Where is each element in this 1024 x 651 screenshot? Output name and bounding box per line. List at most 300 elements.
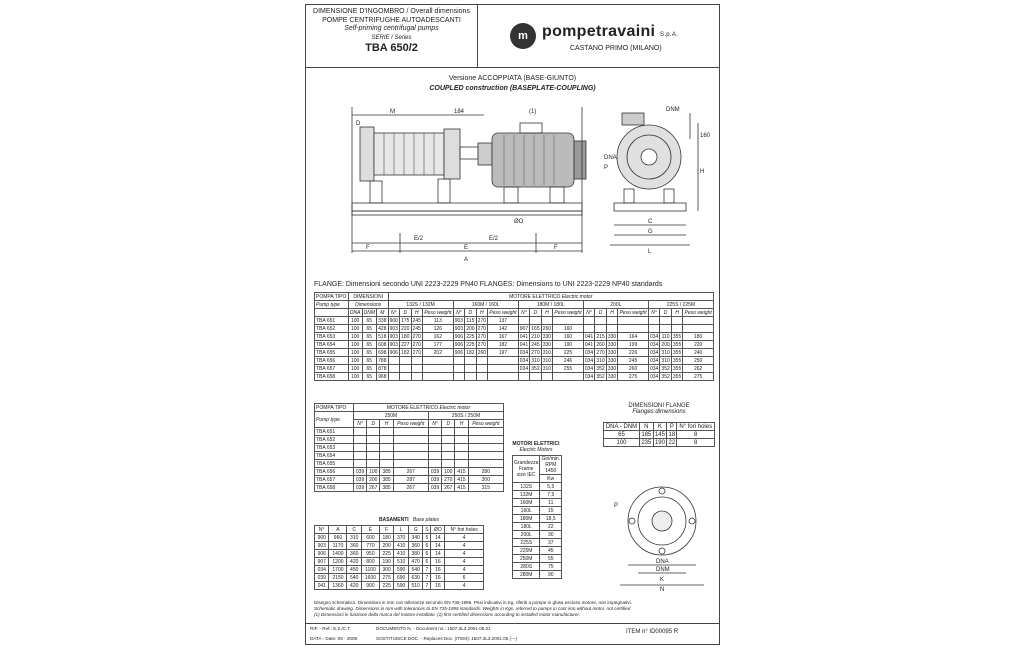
table-cell: 903 [389, 325, 398, 332]
table-cell: 270 [477, 333, 487, 340]
table-row [315, 468, 504, 476]
t1-frame: 180M / 180L [518, 301, 583, 309]
table-cell: 100 [348, 341, 362, 349]
table-cell: 415 [455, 476, 468, 484]
table-cell: 330 [607, 333, 617, 340]
table-cell: 385 [380, 468, 393, 476]
table-cell: 590 [394, 566, 408, 574]
table-cell: 034 [315, 566, 329, 574]
table-cell: 900 [389, 317, 398, 324]
pump-type-cell: TBA 653 [315, 444, 354, 452]
table-cell [465, 357, 476, 365]
table-cell: 225S [513, 539, 540, 547]
table-cell: 450 [347, 566, 361, 574]
table-cell [428, 452, 441, 460]
table-cell: 039 [428, 468, 441, 476]
pump-drawing [314, 103, 714, 271]
header-series: SERIE / Series [371, 34, 412, 41]
table-cell: 7 [423, 574, 431, 582]
table-cell: 608 [378, 341, 387, 348]
table-cell: 2150 [329, 574, 347, 582]
flange-drawing [610, 481, 710, 591]
table-row [315, 349, 714, 357]
t2-hdr-pump: Pump type [315, 412, 354, 428]
table-cell: 510 [394, 558, 408, 566]
table-cell: 275 [618, 373, 649, 381]
table-cell: 900 [361, 582, 379, 590]
table-cell [465, 365, 476, 373]
flanges-table [603, 422, 715, 447]
table-row [513, 555, 562, 563]
table-cell: 14 [431, 550, 445, 558]
dim-label-D: D [356, 121, 361, 127]
table-cell: 220 [683, 341, 714, 349]
table-cell: 287 [393, 476, 428, 484]
table-cell: 330 [607, 373, 617, 380]
table-cell: 310 [347, 534, 361, 542]
flange-label-K: K [660, 577, 665, 583]
t1-subheader-cell: Peso weight [424, 309, 452, 316]
table-cell: 65 [362, 357, 377, 365]
table-cell [388, 357, 399, 365]
table-cell: 360 [408, 542, 422, 550]
table-cell: 132S [513, 483, 540, 491]
table-cell [541, 317, 552, 325]
t2-hdr-mot: MOTORE ELETTRICO Electric motor [353, 404, 503, 412]
table-cell [660, 325, 671, 333]
table-cell [380, 444, 393, 452]
table-cell: 7 [423, 566, 431, 574]
table-cell: 270 [412, 333, 421, 340]
table-cell: 039 [315, 574, 329, 582]
table-row [513, 507, 562, 515]
table-cell: 225 [379, 550, 393, 558]
table-cell [606, 325, 617, 333]
t1-subheader-cell: D [400, 309, 411, 317]
table-cell [442, 452, 455, 460]
company-name: pompetravaini S.p.A. [542, 23, 679, 40]
flange-label-DNM: DNM [656, 567, 670, 573]
table-cell: 330 [607, 357, 617, 364]
table-cell: 878 [378, 365, 387, 372]
table-cell: 270 [442, 476, 455, 484]
t1-hdr-dim: DIMENSIONI [348, 293, 388, 301]
table-cell [380, 452, 393, 460]
table-cell: 4 [445, 566, 484, 574]
table-cell [428, 428, 441, 436]
table-cell [488, 357, 519, 365]
table-cell [468, 452, 503, 460]
table-cell: 330 [607, 341, 617, 348]
table-row [513, 539, 562, 547]
table-cell: 65 [362, 333, 377, 341]
table-cell: 590 [394, 582, 408, 590]
t1-subheader-cell: Peso weight [489, 309, 517, 316]
table-cell: 165 [531, 325, 540, 332]
table-cell: 385 [380, 476, 393, 484]
table-cell: 246 [553, 357, 584, 365]
table-cell: 182 [401, 349, 410, 356]
table-cell [583, 317, 594, 325]
table-cell: 034 [519, 357, 529, 364]
dimensions-table [314, 292, 714, 381]
table-cell: 225 [379, 582, 393, 590]
motors-hdr-kw: Kw [540, 475, 562, 483]
flange-standard-note: FLANGE: Dimensioni secondo UNI 2223-2229 PN40 FLANGES: Dimensions to UNI 2223-2229 NP40 standards [314, 281, 663, 288]
table-cell: 6 [423, 550, 431, 558]
flanges-header-cell: K [653, 423, 667, 431]
t2-subheader-cell: N° [428, 420, 441, 428]
footer-item: ITEM n° ID00095 R [626, 629, 679, 635]
header-line2: POMPE CENTRIFUGHE AUTOADESCANTI [322, 16, 461, 24]
table-cell: 352 [661, 373, 670, 380]
table-cell: 8 [677, 439, 715, 447]
bases-header-cell: ØO [431, 526, 445, 534]
table-cell: 180M [513, 515, 540, 523]
table-cell: 14 [431, 542, 445, 550]
table-cell [476, 373, 487, 381]
table-cell: 160 [553, 333, 584, 341]
table-cell [583, 325, 594, 333]
company-block [478, 5, 719, 67]
pump-type-cell: TBA 657 [315, 476, 354, 484]
table-cell: 160M [513, 499, 540, 507]
table-cell [353, 444, 366, 452]
table-cell: 250 [683, 357, 714, 365]
flanges-header-cell: N [640, 423, 654, 431]
t1-subheader-cell: N° [518, 309, 529, 317]
table-cell: 225M [513, 547, 540, 555]
t2-subheader-cell: H [455, 420, 468, 428]
table-cell [488, 373, 519, 381]
table-cell: 245 [412, 317, 421, 324]
table-cell: 18,5 [540, 515, 562, 523]
table-cell: 162 [423, 333, 454, 341]
t1-subheader-cell: D [660, 309, 671, 317]
table-cell: 034 [584, 373, 594, 380]
table-cell: 906 [315, 550, 329, 558]
flanges-title: DIMENSIONI FLANGE Flanges dimensions [628, 403, 690, 415]
t2-hdr-pompa: POMPA TIPO [315, 404, 354, 412]
table-cell: 100 [604, 439, 640, 447]
dim-label-E: E [464, 245, 469, 251]
table-cell: 215 [596, 333, 605, 340]
table-cell: 280S [513, 563, 540, 571]
table-cell: 220 [401, 325, 410, 332]
table-row [315, 534, 484, 542]
table-cell: 1600 [361, 574, 379, 582]
table-cell: 267 [442, 484, 455, 492]
baseplate-side [352, 203, 582, 211]
table-cell: 360 [347, 550, 361, 558]
table-cell [393, 436, 428, 444]
table-cell: 903 [454, 325, 464, 332]
pump-type-cell: TBA 655 [315, 460, 354, 468]
table-row [315, 365, 714, 373]
table-cell: 5 [423, 534, 431, 542]
table-cell [671, 317, 682, 325]
table-cell: 100 [348, 373, 362, 381]
table-cell: 197 [488, 349, 519, 357]
table-cell: 310 [542, 365, 552, 372]
flanges-header-row [604, 423, 715, 431]
table-cell: 470 [408, 558, 422, 566]
table-cell: 270 [477, 341, 487, 348]
pump-type-cell: TBA 651 [315, 428, 354, 436]
footer-date: DATA - Date: 09 - 2009 [310, 636, 358, 641]
table-cell: 225 [466, 341, 475, 348]
dim-label-F2: F [554, 245, 558, 251]
table-row [513, 571, 562, 579]
table-cell [393, 428, 428, 436]
t1-subheader-cell: DNM [363, 309, 375, 316]
table-cell: 034 [649, 333, 659, 340]
table-cell: 330 [542, 333, 552, 340]
table-cell: 310 [661, 357, 670, 364]
table-cell: 100 [348, 349, 362, 357]
table-cell: 428 [378, 325, 387, 332]
pump-type-cell: TBA 655 [315, 349, 349, 357]
bases-header-cell: S [423, 526, 431, 534]
table-row [513, 515, 562, 523]
table-cell [428, 460, 441, 468]
table-cell: 160 [553, 325, 584, 333]
table-cell: 202 [423, 349, 454, 357]
t2-frame: 250M [353, 412, 428, 420]
table-cell [453, 357, 464, 365]
table-cell [428, 436, 441, 444]
t1-subheader-cell: N° [453, 309, 464, 317]
table-cell: 110 [661, 333, 670, 340]
table-cell [367, 436, 380, 444]
table-cell: 420 [347, 558, 361, 566]
motors-table [512, 455, 562, 579]
flange-label-N: N [660, 587, 665, 591]
table-cell: 267 [393, 484, 428, 492]
header [306, 5, 719, 68]
dim-label-E2a: E/2 [414, 236, 424, 242]
t1-hdr-mot: MOTORE ELETTRICO Electric motor [388, 293, 713, 301]
table-cell: 310 [542, 357, 552, 364]
table-cell: 65 [362, 373, 377, 381]
table-cell: 185 [641, 431, 652, 438]
table-cell [455, 452, 468, 460]
table-cell: 280 [468, 468, 503, 476]
table-cell: 167 [488, 333, 519, 341]
table-cell: 270 [531, 349, 540, 356]
table-cell [380, 428, 393, 436]
table-cell: 100 [442, 468, 455, 476]
table-cell: 039 [353, 476, 366, 484]
table-cell: 370 [394, 534, 408, 542]
table-cell: 352 [531, 365, 540, 372]
table-cell: 65 [362, 341, 377, 349]
flanges-header-cell: DNA - DNM [604, 423, 640, 431]
table-cell: 227 [401, 341, 410, 348]
table-cell: 041 [584, 333, 594, 340]
table-cell: 6 [423, 542, 431, 550]
table-cell [388, 373, 399, 381]
table-cell [388, 365, 399, 373]
header-line1: DIMENSIONE D'INGOMBRO / Overall dimensions [313, 8, 470, 15]
table-cell: 906 [454, 341, 464, 348]
table-cell: 039 [428, 484, 441, 492]
dim-label-184: 184 [454, 109, 465, 115]
table-cell [423, 373, 454, 381]
table-cell [442, 428, 455, 436]
table-cell: 100 [348, 365, 362, 373]
dim-label-E2b: E/2 [489, 236, 499, 242]
table-cell: 800 [361, 558, 379, 566]
table-cell: 410 [394, 542, 408, 550]
table-cell: 142 [488, 325, 519, 333]
table-cell: 137 [488, 317, 519, 325]
table-cell [660, 317, 671, 325]
table-cell [367, 444, 380, 452]
table-row [315, 550, 484, 558]
table-cell [683, 325, 714, 333]
table-cell: 630 [408, 574, 422, 582]
table-cell [455, 428, 468, 436]
bases-title: BASAMENTI Base plates [378, 517, 440, 523]
table-cell: 4 [445, 558, 484, 566]
table-row [513, 563, 562, 571]
table-cell [353, 452, 366, 460]
header-line3: Self-priming centrifugal pumps [344, 25, 439, 32]
table-cell [606, 317, 617, 325]
table-row [604, 431, 715, 439]
table-cell [423, 357, 454, 365]
pump-type-cell: TBA 654 [315, 452, 354, 460]
table-cell [465, 373, 476, 381]
table-cell: 267 [393, 468, 428, 476]
t1-subheader-cell: H [411, 309, 422, 317]
table-cell: 182 [488, 341, 519, 349]
table-cell [648, 325, 659, 333]
table-cell: 041 [519, 341, 529, 348]
motors-hdr-frame: Grandezza Frame size IEC [513, 456, 540, 483]
table-cell: 338 [378, 317, 387, 324]
table-cell: 270 [412, 349, 421, 356]
table-cell: 906 [389, 349, 398, 356]
table-cell [423, 365, 454, 373]
table-cell: 034 [649, 357, 659, 364]
table-cell: 907 [519, 325, 529, 332]
table-cell [530, 317, 541, 325]
table-cell: 177 [423, 341, 454, 349]
table-cell: 100 [348, 325, 362, 333]
table-cell: 190 [553, 341, 584, 349]
table-cell: 245 [531, 341, 540, 348]
flange-label-DNA: DNA [656, 559, 669, 565]
table-cell [393, 452, 428, 460]
table-cell: 518 [378, 333, 387, 340]
table-cell: 200 [379, 542, 393, 550]
table-cell [468, 428, 503, 436]
version-title-en: COUPLED construction (BASEPLATE-COUPLING) [429, 85, 596, 92]
table-cell: 260 [596, 341, 605, 348]
table-cell: 903 [315, 542, 329, 550]
table-cell: 260 [477, 349, 487, 356]
table-cell [455, 460, 468, 468]
table-cell: 260 [618, 365, 649, 373]
t1-subheader-cell: N° [648, 309, 659, 317]
dim-label-H: H [700, 169, 705, 175]
table-cell: 245 [618, 357, 649, 365]
table-cell: 950 [361, 550, 379, 558]
table-cell: 039 [353, 484, 366, 492]
table-cell: 275 [379, 574, 393, 582]
table-cell: 200 [367, 476, 380, 484]
table-cell: 250M [513, 555, 540, 563]
table-row [315, 325, 714, 333]
table-cell: 280M [513, 571, 540, 579]
table-cell [442, 436, 455, 444]
table-cell: 30 [540, 531, 562, 539]
table-cell [595, 317, 606, 325]
table-cell: 041 [519, 333, 529, 340]
note-it: Disegno schematico. Dimensioni in mm con tolleranze secondo EN 735-1995. Pesi indicativi in Kg. riferiti a pompe in ghisa escluso motore, non impegnativi. [314, 600, 632, 605]
dim-label-M: M [390, 109, 395, 115]
table-row [315, 357, 714, 365]
flange-label-P: P [614, 503, 619, 509]
table-cell: 200 [661, 341, 670, 348]
t2-subheader-cell: Peso weight [393, 420, 428, 428]
table-cell: 039 [353, 468, 366, 476]
table-cell: 240 [683, 349, 714, 357]
table-cell: 16 [431, 558, 445, 566]
table-cell [541, 373, 552, 381]
table-cell: 034 [584, 365, 594, 372]
footer [306, 623, 719, 645]
dim-label-L: L [648, 249, 652, 255]
table-cell: 11 [540, 499, 562, 507]
bases-header-cell: A [329, 526, 347, 534]
table-cell: 270 [412, 341, 421, 348]
bases-header-cell: N° [315, 526, 329, 534]
table-cell [400, 357, 411, 365]
table-cell: 698 [378, 349, 387, 356]
table-cell: 182 [466, 349, 475, 356]
table-cell: 7 [423, 582, 431, 590]
table-cell [476, 365, 487, 373]
table-cell: 90 [540, 571, 562, 579]
note-motor: (1) Dimensioni in funzione della marca del motore installato. (1) first certified dimensions according to installed motor manufacturer. [314, 612, 581, 617]
table-row [315, 444, 504, 452]
t1-hdr-dim-en: Dimensions [348, 301, 388, 309]
table-cell: 22 [668, 439, 676, 446]
table-row [315, 452, 504, 460]
pump-type-cell: TBA 652 [315, 325, 349, 333]
company-logo-icon: m [510, 23, 536, 49]
table-cell [442, 444, 455, 452]
motors-title: MOTORI ELETTRICI Electric Motors [512, 441, 560, 453]
table-cell: 310 [661, 349, 670, 356]
table-cell: 903 [389, 341, 398, 348]
table-cell: 355 [672, 357, 682, 364]
table-cell: 16 [431, 566, 445, 574]
dim-label-C: C [648, 219, 653, 225]
table-cell: 210 [531, 333, 540, 340]
table-cell: 75 [540, 563, 562, 571]
table-cell [353, 460, 366, 468]
bases-table [314, 525, 484, 590]
datasheet [305, 4, 720, 645]
table-cell [468, 460, 503, 468]
table-row [315, 341, 714, 349]
t1-hdr-pompa: POMPA TIPO [316, 293, 347, 300]
table-cell [455, 436, 468, 444]
